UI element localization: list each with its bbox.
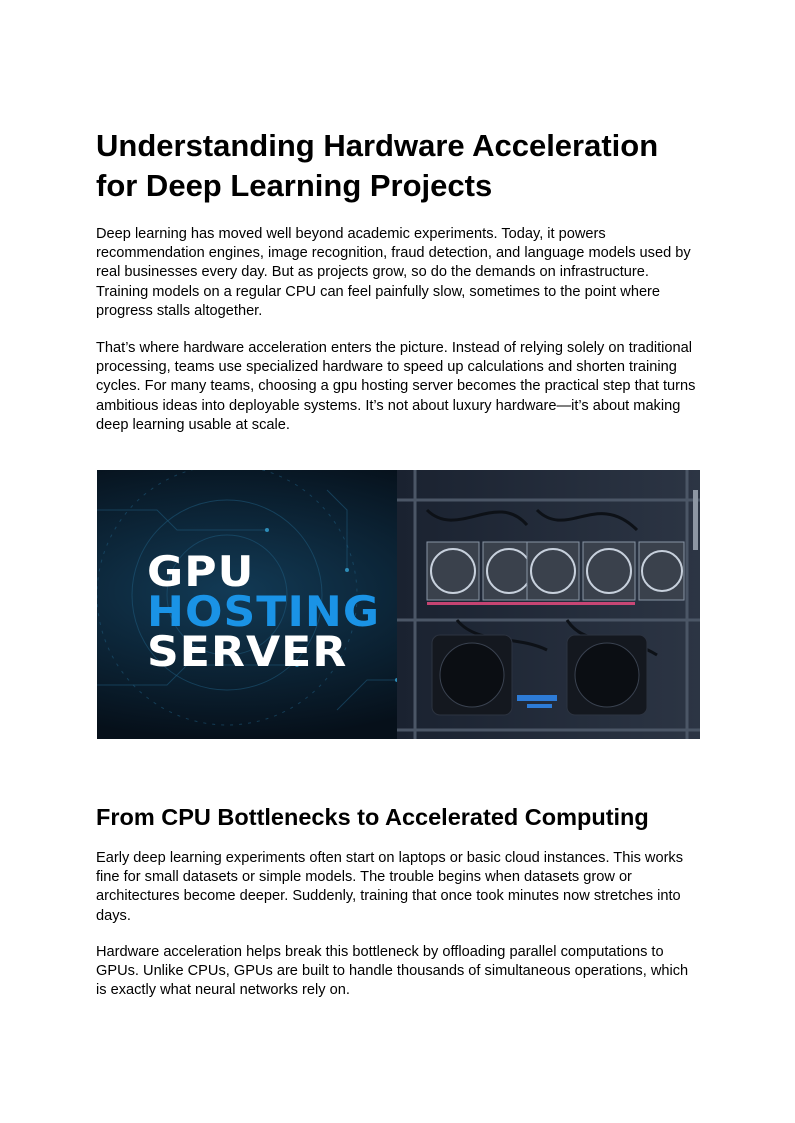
hero-caption (147, 547, 381, 676)
section-paragraph-2: Hardware acceleration helps break this bottleneck by offloading parallel computations to GPUs. Unlike CPUs, GPUs are built to handle thousands of simultaneous operations, which is exactly what neural networks rely on. (96, 944, 689, 999)
hero-caption-line-1: GPU (147, 547, 255, 596)
hero-caption-line-3: SERVER (147, 627, 348, 676)
page-title (96, 126, 716, 206)
hero-image (97, 470, 700, 739)
section-heading: From CPU Bottlenecks to Accelerated Computing (96, 804, 649, 830)
intro-paragraph-2: That’s where hardware acceleration enters the picture. Instead of relying solely on traditional processing, teams use specialized hardware to speed up calculations and shorten training cycles. For many teams, choosing a gpu hosting server becomes the practical step that turns ambitious ideas into deployable systems. It’s not about luxury hardware—it’s about making deep learning usable at scale. (96, 340, 696, 433)
hero-caption-line-2: HOSTING (147, 587, 381, 636)
intro-paragraph-1: Deep learning has moved well beyond academic experiments. Today, it powers recommendation engines, image recognition, fraud detection, and language models used by real businesses every day. But as projects grow, so do the demands on infrastructure. Training models on a regular CPU can feel painfully slow, sometimes to the point where progress stalls altogether. (96, 226, 691, 319)
section-paragraph-1: Early deep learning experiments often start on laptops or basic cloud instances. This works fine for small datasets or simple models. The trouble begins when datasets grow or architectures become deeper. Suddenly, training that once took minutes now stretches into days. (96, 850, 684, 924)
title-line-2: for Deep Learning Projects (96, 168, 493, 203)
title-line-1: Understanding Hardware Acceleration (96, 128, 659, 163)
